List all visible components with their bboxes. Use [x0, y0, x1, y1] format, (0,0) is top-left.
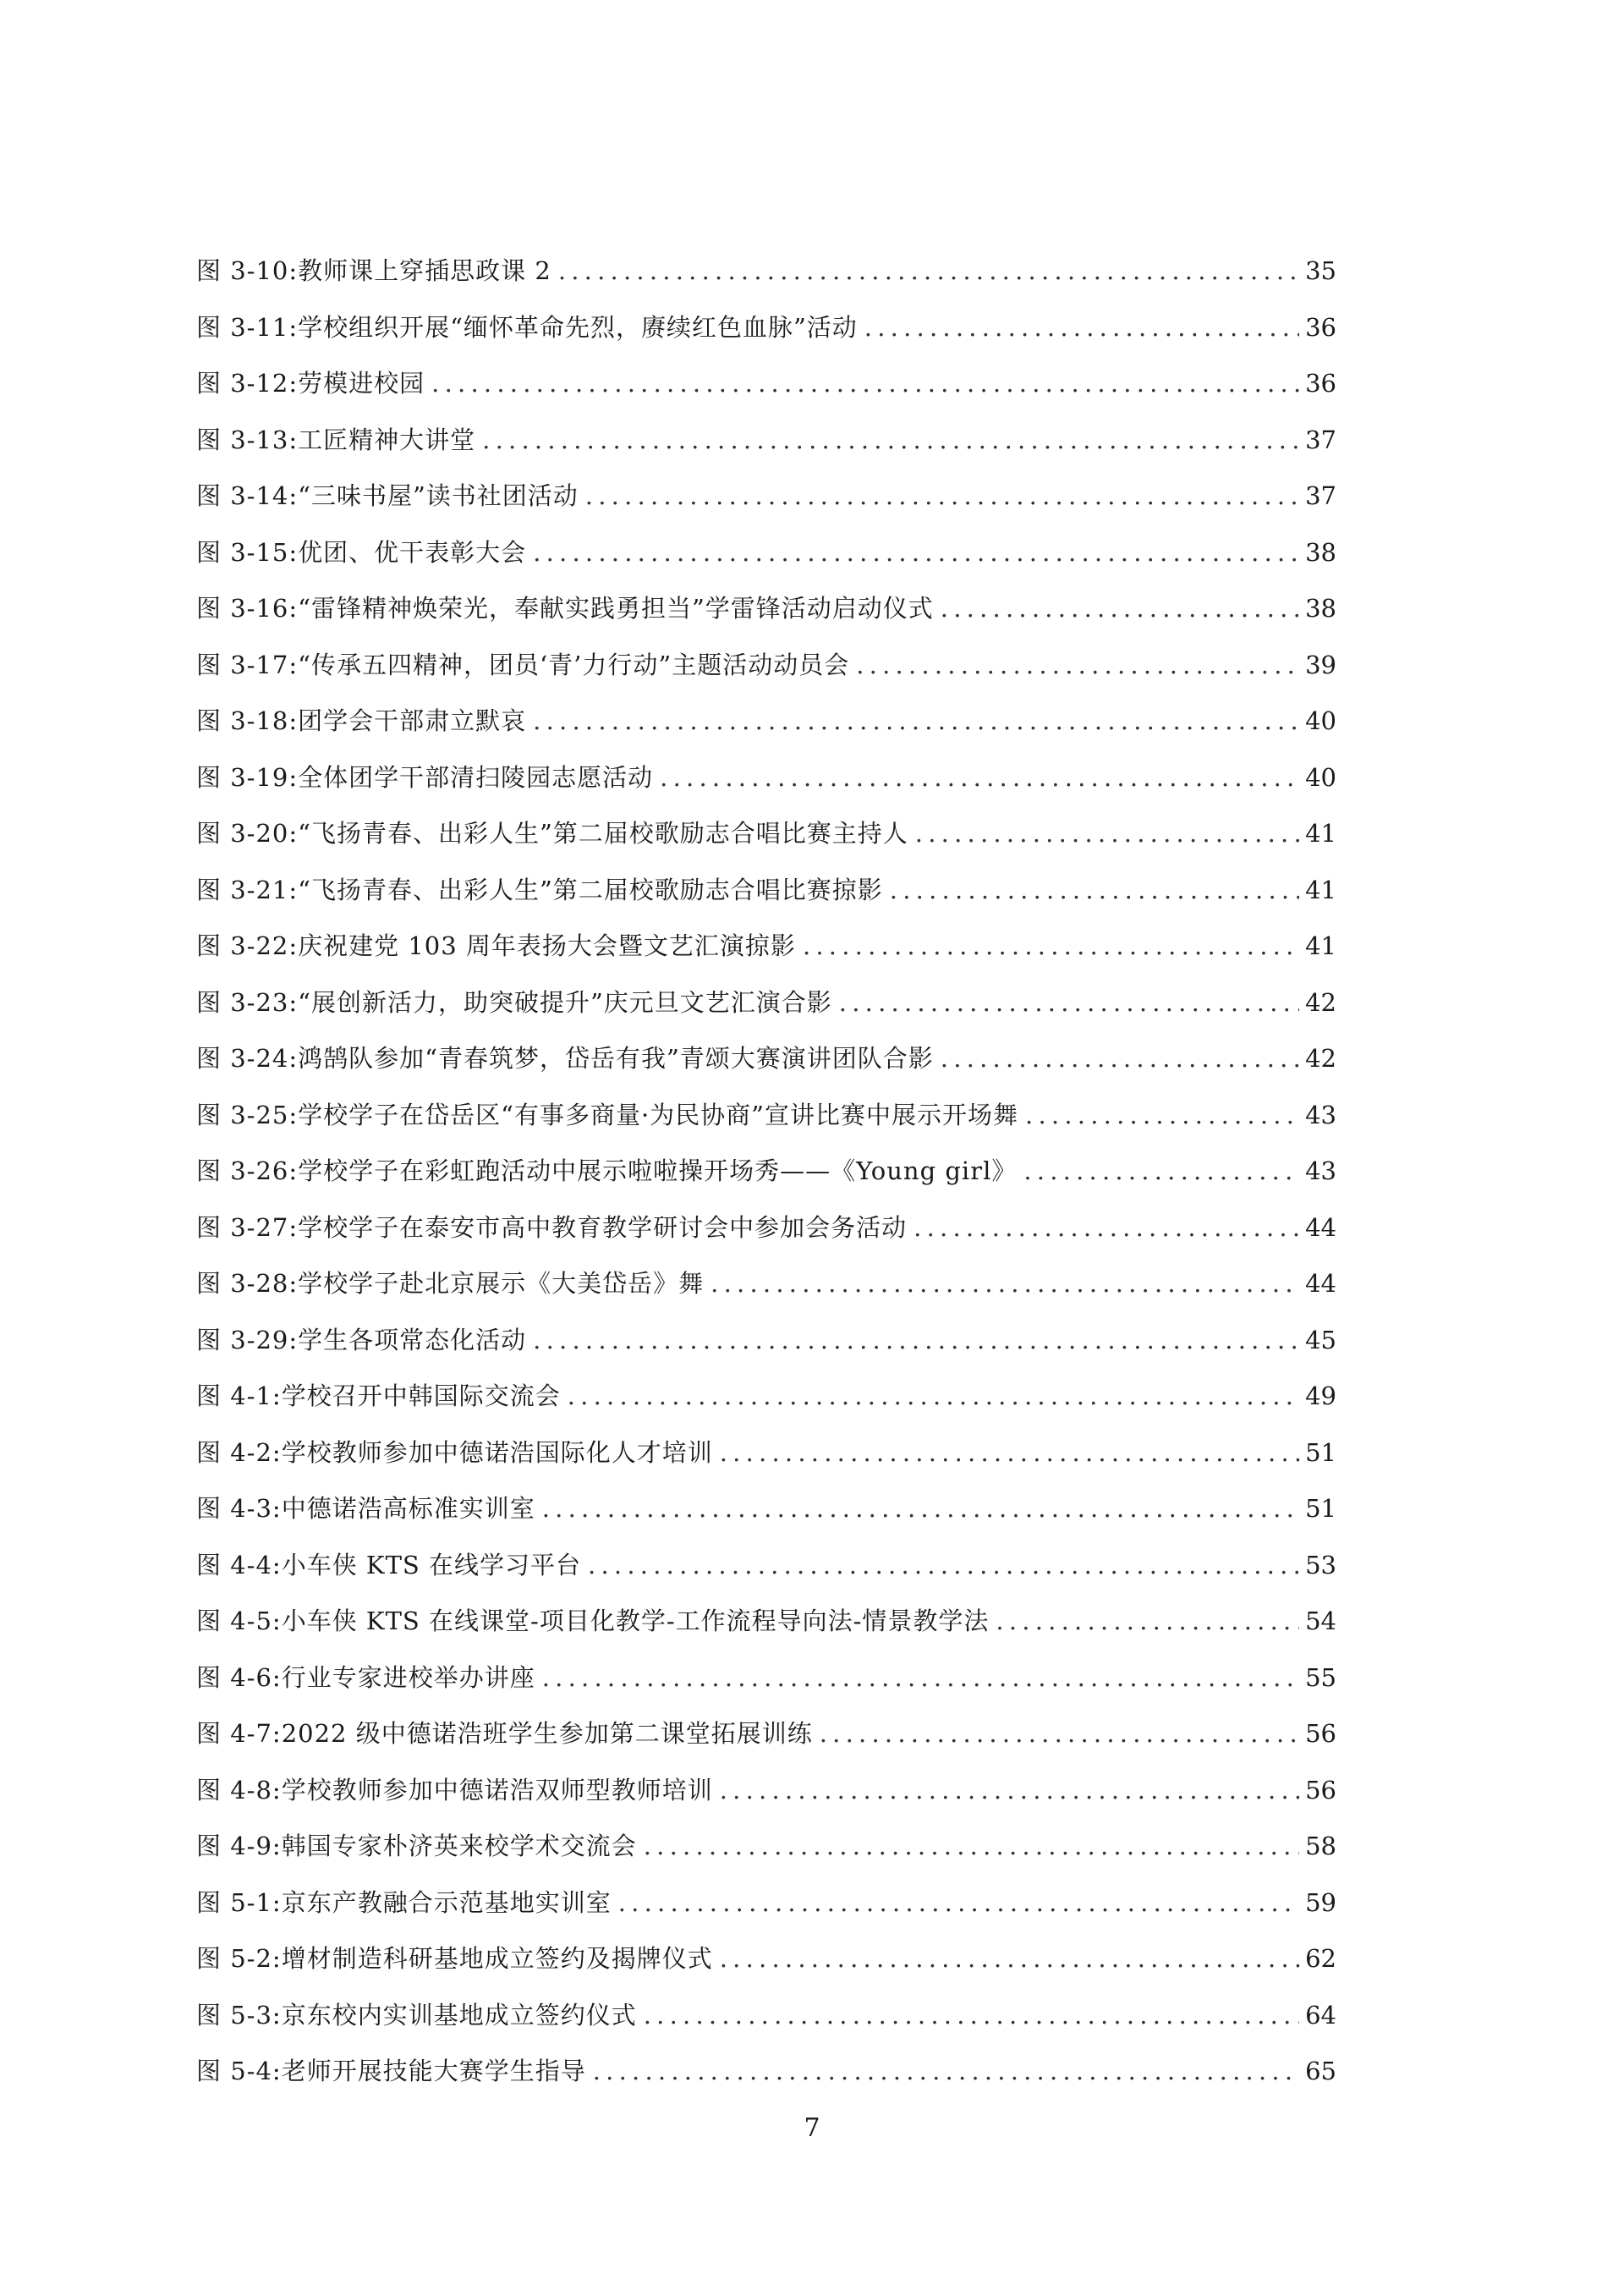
toc-entry-label: 图 3-14:	[196, 481, 299, 510]
toc-entry	[196, 1480, 1336, 1537]
toc-entry-title: 老师开展技能大赛学生指导	[281, 2057, 586, 2085]
toc-entry	[196, 468, 1336, 525]
toc-dot-leader	[660, 750, 1299, 806]
toc-dot-leader	[558, 243, 1299, 299]
toc-entry-label: 图 4-7:	[196, 1719, 282, 1748]
toc-entry-page-number: 45	[1305, 1325, 1336, 1354]
toc-entry-page-number: 43	[1305, 1100, 1336, 1129]
toc-entry	[196, 412, 1336, 469]
toc-entry-page-number: 53	[1305, 1550, 1336, 1579]
toc-entry-label: 图 3-26:	[196, 1156, 299, 1185]
toc-entry-label: 图 3-24:	[196, 1044, 299, 1073]
toc-entry	[196, 243, 1336, 299]
toc-dot-leader	[533, 525, 1299, 581]
toc-entry-page-number: 65	[1305, 2057, 1336, 2085]
toc-entry-title: 京东产教融合示范基地实训室	[281, 1887, 612, 1917]
toc-entry-page-number: 51	[1305, 1494, 1336, 1523]
toc-entry	[196, 975, 1336, 1031]
toc-dot-leader	[431, 355, 1299, 412]
toc-entry-title: 工匠精神大讲堂	[298, 425, 476, 454]
toc-entry-label: 图 3-18:	[196, 706, 299, 735]
toc-entry-label: 图 3-17:	[196, 650, 299, 679]
toc-entry-page-number: 42	[1305, 987, 1336, 1017]
toc-entry	[196, 1425, 1336, 1481]
toc-entry	[196, 1087, 1336, 1144]
toc-dot-leader	[996, 1593, 1299, 1650]
toc-entry-page-number: 40	[1305, 706, 1336, 735]
toc-entry-page-number: 55	[1305, 1662, 1336, 1692]
toc-entry-title: “三味书屋”读书社团活动	[298, 481, 579, 510]
toc-dot-leader	[533, 693, 1299, 750]
toc-dot-leader	[710, 1255, 1299, 1312]
toc-entry-label: 图 3-12:	[196, 369, 299, 398]
toc-entry	[196, 1593, 1336, 1650]
toc-entry-title: 学校召开中韩国际交流会	[281, 1381, 561, 1410]
toc-entry-title: 学校组织开展“缅怀革命先烈，赓续红色血脉”活动	[298, 312, 858, 342]
toc-entry-title: 学校学子在岱岳区“有事多商量·为民协商”宣讲比赛中展示开场舞	[298, 1100, 1019, 1129]
toc-dot-leader	[618, 1875, 1299, 1931]
toc-entry	[196, 693, 1336, 750]
toc-entry-page-number: 37	[1305, 481, 1336, 510]
toc-entry	[196, 1650, 1336, 1706]
toc-entry-label: 图 3-23:	[196, 987, 299, 1017]
toc-entry-title: 鸿鹄队参加“青春筑梦，岱岳有我”青颂大赛演讲团队合影	[298, 1044, 934, 1073]
toc-entry	[196, 1200, 1336, 1256]
toc-dot-leader	[720, 1762, 1299, 1819]
toc-dot-leader	[482, 412, 1299, 469]
toc-entry	[196, 299, 1336, 356]
toc-entry-title: 学校学子在泰安市高中教育教学研讨会中参加会务活动	[298, 1212, 908, 1242]
toc-entry-title: 增材制造科研基地成立签约及揭牌仪式	[281, 1944, 713, 1973]
toc-dot-leader	[720, 1425, 1299, 1481]
toc-entry-title: 学生各项常态化活动	[298, 1325, 527, 1354]
toc-dot-leader	[593, 2043, 1299, 2100]
toc-entry-label: 图 3-25:	[196, 1100, 299, 1129]
toc-entry	[196, 1368, 1336, 1425]
toc-entry-label: 图 4-1:	[196, 1381, 282, 1410]
toc-dot-leader	[1023, 1143, 1299, 1200]
toc-entry-title: 庆祝建党 103 周年表扬大会暨文艺汇演掠影	[298, 931, 796, 960]
toc-entry-label: 图 3-29:	[196, 1325, 299, 1354]
toc-entry-title: 劳模进校园	[298, 369, 425, 398]
toc-entry	[196, 1931, 1336, 1987]
toc-entry-label: 图 4-2:	[196, 1437, 282, 1467]
toc-dot-leader	[839, 975, 1299, 1031]
toc-entry-label: 图 3-21:	[196, 875, 299, 904]
toc-dot-leader	[941, 580, 1299, 637]
toc-dot-leader	[644, 1818, 1299, 1875]
toc-dot-leader	[915, 805, 1299, 862]
toc-entry	[196, 355, 1336, 412]
toc-entry-title: 团学会干部肃立默哀	[298, 706, 527, 735]
toc-entry-label: 图 3-22:	[196, 931, 299, 960]
toc-entry	[196, 1537, 1336, 1594]
toc-entry-page-number: 64	[1305, 2000, 1336, 2030]
toc-entry	[196, 1987, 1336, 2044]
toc-entry-label: 图 3-20:	[196, 819, 299, 848]
toc-dot-leader	[941, 1030, 1299, 1087]
toc-entry	[196, 525, 1336, 581]
toc-entry-title: “展创新活力，助突破提升”庆元旦文艺汇演合影	[298, 987, 832, 1017]
toc-entry	[196, 580, 1336, 637]
toc-entry-title: 优团、优干表彰大会	[298, 537, 527, 567]
toc-entry-page-number: 49	[1305, 1381, 1336, 1410]
toc-entry-label: 图 3-15:	[196, 537, 299, 567]
toc-entry-page-number: 41	[1305, 875, 1336, 904]
toc-entry-title: “飞扬青春、出彩人生”第二届校歌励志合唱比赛掠影	[298, 875, 883, 904]
toc-entry-title: 2022 级中德诺浩班学生参加第二课堂拓展训练	[281, 1719, 813, 1748]
toc-entry-label: 图 3-10:	[196, 256, 299, 285]
toc-entry	[196, 918, 1336, 975]
toc-entry-page-number: 38	[1305, 537, 1336, 567]
toc-entry-page-number: 40	[1305, 762, 1336, 792]
toc-entry-label: 图 4-5:	[196, 1607, 282, 1635]
toc-entry-label: 图 4-8:	[196, 1775, 282, 1804]
toc-dot-leader	[864, 299, 1299, 356]
toc-entry	[196, 1143, 1336, 1200]
toc-entry-page-number: 51	[1305, 1437, 1336, 1467]
toc-entry-title: 韩国专家朴济英来校学术交流会	[281, 1832, 637, 1860]
toc-dot-leader	[856, 637, 1299, 694]
toc-dot-leader	[890, 862, 1299, 919]
toc-entry-label: 图 3-16:	[196, 594, 299, 623]
toc-entry-title: 教师课上穿插思政课 2	[298, 256, 551, 285]
toc-entry-label: 图 4-4:	[196, 1550, 282, 1579]
toc-entry-title: “传承五四精神，团员‘青’力行动”主题活动动员会	[298, 650, 850, 679]
toc-dot-leader	[720, 1931, 1299, 1987]
toc-dot-leader	[542, 1650, 1299, 1706]
toc-entry	[196, 1818, 1336, 1875]
toc-entry-page-number: 58	[1305, 1832, 1336, 1860]
toc-entry-label: 图 5-1:	[196, 1887, 282, 1917]
toc-dot-leader	[914, 1200, 1299, 1256]
toc-entry-page-number: 37	[1305, 425, 1336, 454]
toc-entry-page-number: 36	[1305, 369, 1336, 398]
toc-dot-leader	[644, 1987, 1299, 2044]
toc-entry-title: 学校学子在彩虹跑活动中展示啦啦操开场秀——《Young girl》	[298, 1156, 1018, 1185]
toc-entry	[196, 2043, 1336, 2100]
toc-entry-page-number: 59	[1305, 1887, 1336, 1917]
toc-entry	[196, 1312, 1336, 1369]
toc-entry-page-number: 38	[1305, 594, 1336, 623]
toc-entry-label: 图 5-4:	[196, 2057, 282, 2085]
toc-entry-page-number: 43	[1305, 1156, 1336, 1185]
toc-entry-label: 图 4-3:	[196, 1494, 282, 1523]
toc-entry-label: 图 3-13:	[196, 425, 299, 454]
toc-entry	[196, 1030, 1336, 1087]
toc-entry-label: 图 3-11:	[196, 312, 299, 342]
toc-entry-page-number: 56	[1305, 1775, 1336, 1804]
toc-entry-page-number: 44	[1305, 1269, 1336, 1298]
toc-entry	[196, 750, 1336, 806]
toc-dot-leader	[820, 1706, 1299, 1762]
toc-entry	[196, 1875, 1336, 1931]
toc-entry-page-number: 54	[1305, 1607, 1336, 1635]
toc-entry-page-number: 62	[1305, 1944, 1336, 1973]
toc-dot-leader	[585, 468, 1299, 525]
toc-entry	[196, 637, 1336, 694]
toc-entry-label: 图 5-3:	[196, 2000, 282, 2030]
toc-entry-title: 全体团学干部清扫陵园志愿活动	[298, 762, 654, 792]
toc-entry-title: 中德诺浩高标准实训室	[281, 1494, 535, 1523]
toc-entry-label: 图 5-2:	[196, 1944, 282, 1973]
toc-dot-leader	[1025, 1087, 1299, 1144]
toc-entry-title: 行业专家进校举办讲座	[281, 1662, 535, 1692]
toc-entry-label: 图 3-27:	[196, 1212, 299, 1242]
toc-dot-leader	[803, 918, 1299, 975]
toc-entry-label: 图 3-28:	[196, 1269, 299, 1298]
toc-dot-leader	[533, 1312, 1299, 1369]
toc-entry-title: 小车侠 KTS 在线课堂-项目化教学-工作流程导向法-情景教学法	[281, 1607, 990, 1635]
toc-dot-leader	[542, 1480, 1299, 1537]
toc-entry-page-number: 35	[1305, 256, 1336, 285]
toc-entry	[196, 862, 1336, 919]
toc-entry	[196, 805, 1336, 862]
toc-entry-label: 图 4-6:	[196, 1662, 282, 1692]
toc-entry-page-number: 56	[1305, 1719, 1336, 1748]
toc-entry-title: 学校教师参加中德诺浩双师型教师培训	[281, 1775, 713, 1804]
figure-toc-list	[196, 243, 1336, 2100]
toc-entry-page-number: 44	[1305, 1212, 1336, 1242]
toc-entry-title: 京东校内实训基地成立签约仪式	[281, 2000, 637, 2030]
toc-entry-label: 图 4-9:	[196, 1832, 282, 1860]
toc-entry-page-number: 39	[1305, 650, 1336, 679]
toc-entry-title: “飞扬青春、出彩人生”第二届校歌励志合唱比赛主持人	[298, 819, 908, 848]
toc-entry-title: “雷锋精神焕荣光，奉献实践勇担当”学雷锋活动启动仪式	[298, 594, 934, 623]
toc-entry-page-number: 41	[1305, 931, 1336, 960]
toc-entry-page-number: 36	[1305, 312, 1336, 342]
toc-entry-title: 学校教师参加中德诺浩国际化人才培训	[281, 1437, 713, 1467]
toc-dot-leader	[588, 1537, 1299, 1594]
toc-entry	[196, 1706, 1336, 1762]
toc-entry-label: 图 3-19:	[196, 762, 299, 792]
toc-entry	[196, 1762, 1336, 1819]
page-number: 7	[804, 2113, 820, 2143]
toc-entry-page-number: 41	[1305, 819, 1336, 848]
toc-dot-leader	[568, 1368, 1299, 1425]
toc-entry-page-number: 42	[1305, 1044, 1336, 1073]
toc-entry-title: 学校学子赴北京展示《大美岱岳》舞	[298, 1269, 705, 1298]
toc-entry	[196, 1255, 1336, 1312]
toc-entry-title: 小车侠 KTS 在线学习平台	[281, 1550, 582, 1579]
